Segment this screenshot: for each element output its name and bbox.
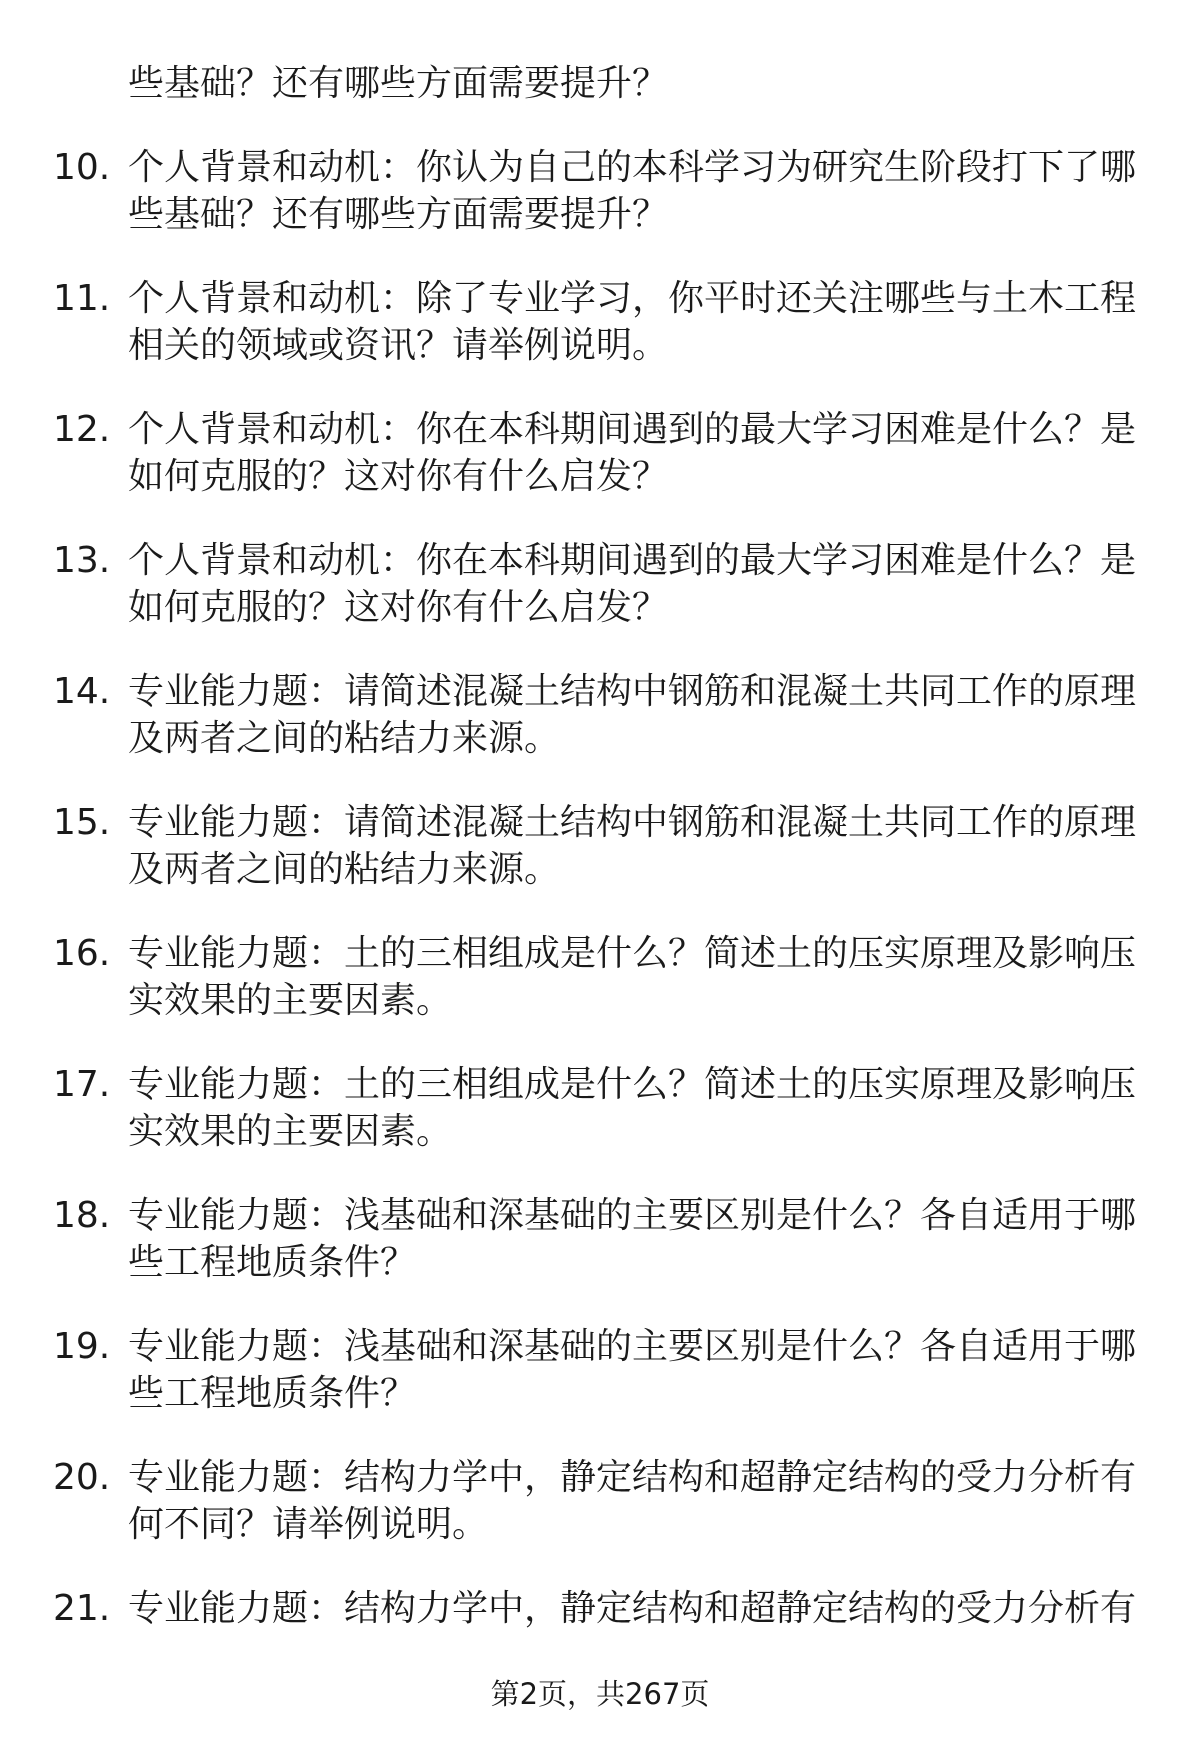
question-line: 如何克服的？这对你有什么启发？ — [128, 587, 669, 628]
question-line: 专业能力题：土的三相组成是什么？简述土的压实原理及影响压 — [128, 1064, 1137, 1105]
question-line: 专业能力题：结构力学中，静定结构和超静定结构的受力分析有 — [128, 1457, 1137, 1498]
question-list — [0, 60, 1200, 1632]
list-item — [0, 406, 1200, 500]
question-line: 些基础？还有哪些方面需要提升？ — [128, 194, 669, 235]
question-number: 13. — [53, 540, 111, 581]
list-item — [0, 1192, 1200, 1286]
question-line: 实效果的主要因素。 — [128, 980, 453, 1021]
question-number: 20. — [53, 1457, 111, 1498]
list-item — [0, 668, 1200, 762]
page-number-footer: 第2页，共267页 — [490, 1677, 710, 1711]
question-line: 相关的领域或资讯？请举例说明。 — [128, 325, 669, 366]
list-item — [0, 1061, 1200, 1155]
question-number: 11. — [53, 278, 111, 319]
list-item — [0, 144, 1200, 238]
question-number: 17. — [53, 1064, 111, 1105]
question-line: 个人背景和动机：除了专业学习，你平时还关注哪些与土木工程 — [128, 278, 1137, 319]
question-line: 些工程地质条件？ — [128, 1242, 417, 1283]
question-line: 专业能力题：浅基础和深基础的主要区别是什么？各自适用于哪 — [128, 1195, 1137, 1236]
list-item — [0, 1585, 1200, 1632]
list-item — [0, 537, 1200, 631]
list-item — [0, 1454, 1200, 1548]
question-line: 实效果的主要因素。 — [128, 1111, 453, 1152]
list-item — [0, 1323, 1200, 1417]
question-number: 10. — [53, 147, 111, 188]
question-line: 如何克服的？这对你有什么启发？ — [128, 456, 669, 497]
question-number: 12. — [53, 409, 111, 450]
question-number: 15. — [53, 802, 111, 843]
continued-question-text — [0, 60, 1200, 107]
question-number: 14. — [53, 671, 111, 712]
question-line: 些基础？还有哪些方面需要提升？ — [128, 63, 669, 104]
question-number: 19. — [53, 1326, 111, 1367]
question-line: 个人背景和动机：你在本科期间遇到的最大学习困难是什么？是 — [128, 540, 1137, 581]
list-item — [0, 930, 1200, 1024]
question-number: 16. — [53, 933, 111, 974]
question-line: 专业能力题：请简述混凝土结构中钢筋和混凝土共同工作的原理 — [128, 802, 1137, 843]
question-line: 专业能力题：土的三相组成是什么？简述土的压实原理及影响压 — [128, 933, 1137, 974]
question-number: 21. — [53, 1588, 111, 1629]
question-number: 18. — [53, 1195, 111, 1236]
list-item — [0, 799, 1200, 893]
question-line: 及两者之间的粘结力来源。 — [128, 718, 561, 759]
question-line: 些工程地质条件？ — [128, 1373, 417, 1414]
question-line: 个人背景和动机：你认为自己的本科学习为研究生阶段打下了哪 — [128, 147, 1137, 188]
question-line: 及两者之间的粘结力来源。 — [128, 849, 561, 890]
question-line: 个人背景和动机：你在本科期间遇到的最大学习困难是什么？是 — [128, 409, 1137, 450]
list-item — [0, 275, 1200, 369]
question-line: 专业能力题：请简述混凝土结构中钢筋和混凝土共同工作的原理 — [128, 671, 1137, 712]
question-line: 何不同？请举例说明。 — [128, 1504, 489, 1545]
question-line: 专业能力题：浅基础和深基础的主要区别是什么？各自适用于哪 — [128, 1326, 1137, 1367]
question-line: 专业能力题：结构力学中，静定结构和超静定结构的受力分析有 — [128, 1588, 1137, 1629]
